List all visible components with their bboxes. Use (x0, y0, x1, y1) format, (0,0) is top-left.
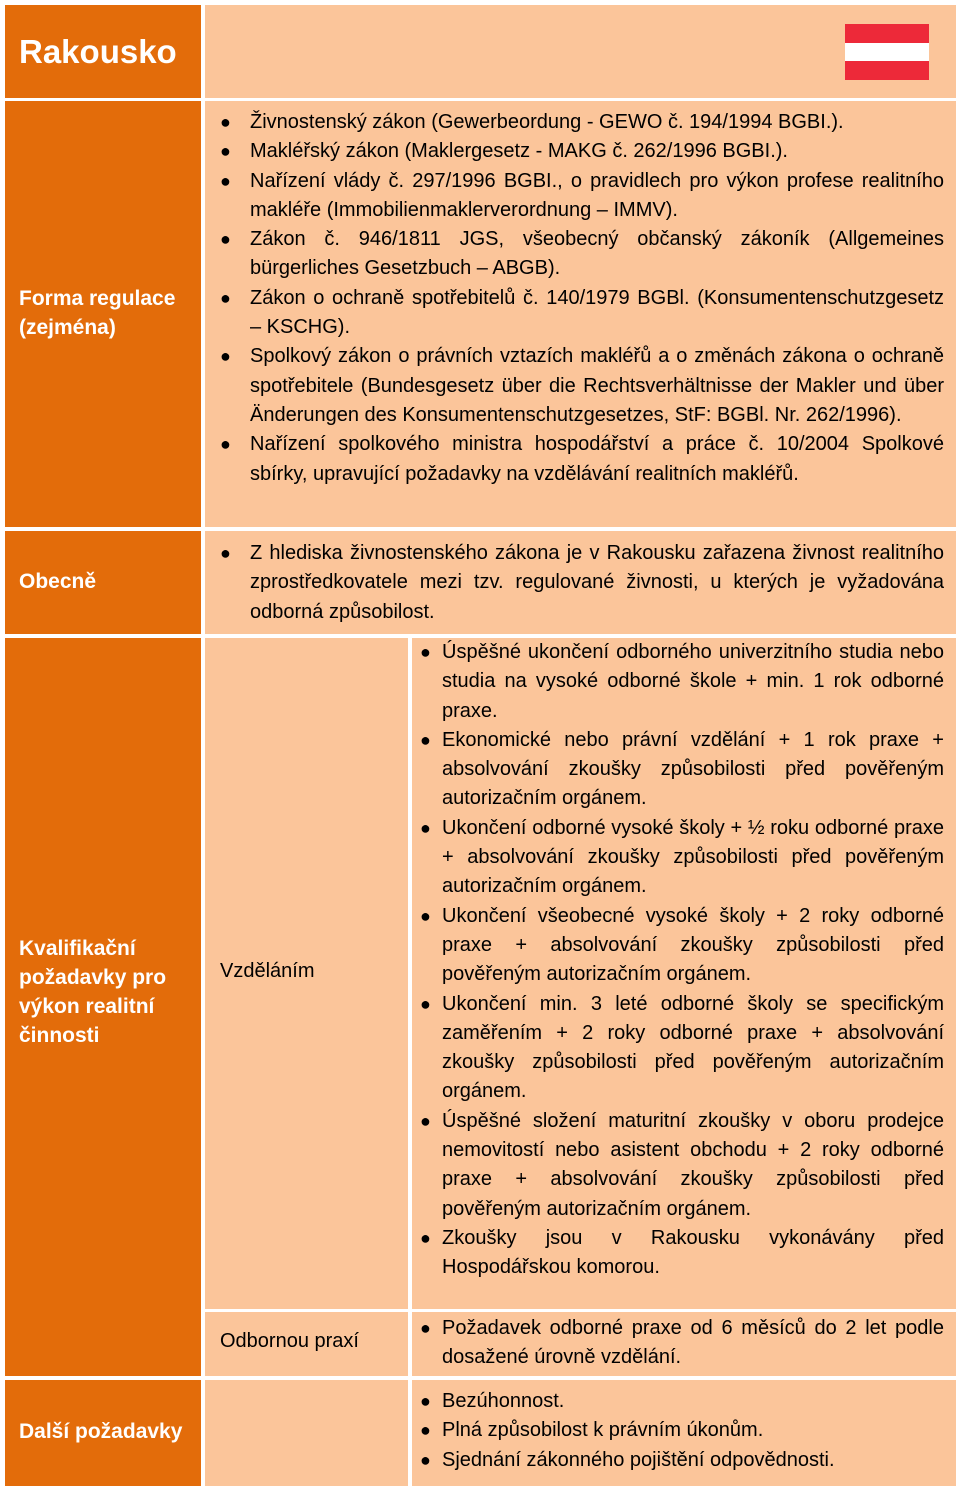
list-item: ● Nařízení spolkového ministra hospodářství a práce č. 10/2004 Spolkové sbírky, upravující požadavky na vzdělávání realitních makléřů. (220, 433, 944, 485)
list-item: ● Zákon č. 946/1811 JGS, všeobecný občanský zákoník (Allgemeines bürgerliches Gesetzbuch – ABGB). (220, 228, 944, 280)
praxe-label-cell (205, 1312, 408, 1376)
obecne-label: Obecně (19, 570, 97, 593)
list-item: ● Ukončení odborné vysoké školy + ½ roku odborné praxe + absolvování zkoušky způsobilosti před pověřeným autorizačním orgánem. (420, 816, 944, 898)
dalsi-list (420, 1387, 944, 1475)
dalsi-content-cell (412, 1380, 956, 1486)
vzdelani-label: Vzděláním (220, 960, 315, 982)
regulace-label: Forma regulace (zejména) (19, 287, 176, 339)
list-item: ● Úspěšné složení maturitní zkoušky v oboru prodejce nemovitostí nebo asistent obchodu + 2 roky odborné praxe + absolvování zkoušky způsobilosti před pověřeným autorizačním orgánem. (420, 1109, 944, 1220)
list-item: ● Ekonomické nebo právní vzdělání + 1 rok praxe + absolvování zkoušky způsobilosti před pověřeným autorizačním orgánem. (420, 728, 944, 810)
dalsi-label-cell (5, 1380, 201, 1486)
list-item: ● Sjednání zákonného pojištění odpovědnosti. (420, 1448, 835, 1471)
list-item: ● Z hlediska živnostenského zákona je v Rakousku zařazena živnost realitního zprostředkovatele mezi tzv. regulované živnosti, u kterých je vyžadována odborná způsobilost. (220, 542, 944, 623)
list-item: ● Zkoušky jsou v Rakousku vykonávány před Hospodářskou komorou. (420, 1226, 944, 1279)
praxe-list (420, 1314, 944, 1373)
obecne-label-cell (5, 531, 201, 634)
austria-flag-icon (845, 24, 929, 80)
list-item: ● Ukončení min. 3 leté odborné školy se specifickým zaměřením + 2 roky odborné praxe + absolvování zkoušky způsobilosti před pověřeným autorizačním orgánem. (420, 992, 944, 1103)
vzdelani-content-cell (412, 638, 956, 1309)
dalsi-label: Další požadavky (19, 1420, 183, 1443)
regulace-label-cell (5, 101, 201, 527)
vzdelani-list (420, 638, 944, 1283)
header-flag-cell (205, 5, 956, 98)
vzdelani-label-cell (205, 638, 408, 1309)
list-item: ● Živnostenský zákon (Gewerbeordung - GEWO č. 194/1994 BGBI.). (220, 111, 844, 133)
list-item: ● Bezúhonnost. (420, 1390, 565, 1412)
regulace-content-cell (205, 101, 956, 527)
dalsi-spacer-cell (205, 1380, 408, 1486)
list-item: ● Spolkový zákon o právních vztazích makléřů a o změnách zákona o ochraně spotřebitele (Bundesgesetz über die Rechtsverhältnisse der Makler und über Änderungen des Konsumentenschutzgesetzes, StF: BGBl. Nr. 262/1996). (220, 345, 944, 426)
list-item: ● Plná způsobilost k právním úkonům. (420, 1419, 764, 1442)
regulace-list (220, 108, 944, 489)
list-item: ● Úspěšné ukončení odborného univerzitního studia nebo studia na vysoké odborné škole + min. 1 rok odborné praxe. (420, 641, 944, 722)
praxe-label: Odbornou praxí (220, 1330, 359, 1352)
kvalifikace-label: Kvalifikační požadavky pro výkon realitní činnosti (19, 937, 167, 1047)
header-title-cell (5, 5, 201, 98)
page-title: Rakousko (19, 33, 177, 70)
list-item: ● Nařízení vlády č. 297/1996 BGBI., o pravidlech pro výkon profese realitního makléře (Immobilienmaklerverordnung – IMMV). (220, 169, 944, 221)
obecne-list (220, 539, 944, 627)
praxe-content-cell (412, 1312, 956, 1376)
list-item: ● Ukončení všeobecné vysoké školy + 2 roky odborné praxe + absolvování zkoušky způsobilosti před pověřeným autorizačním orgánem. (420, 904, 944, 986)
obecne-content-cell (205, 531, 956, 634)
kvalifikace-label-cell (5, 638, 201, 1376)
list-item: ● Zákon o ochraně spotřebitelů č. 140/1979 BGBl. (Konsumentenschutzgesetz – KSCHG). (220, 286, 944, 339)
list-item: ● Požadavek odborné praxe od 6 měsíců do 2 let podle dosažené úrovně vzdělání. (420, 1317, 944, 1369)
list-item: ● Makléřský zákon (Maklergesetz - MAKG č. 262/1996 BGBI.). (220, 140, 788, 163)
